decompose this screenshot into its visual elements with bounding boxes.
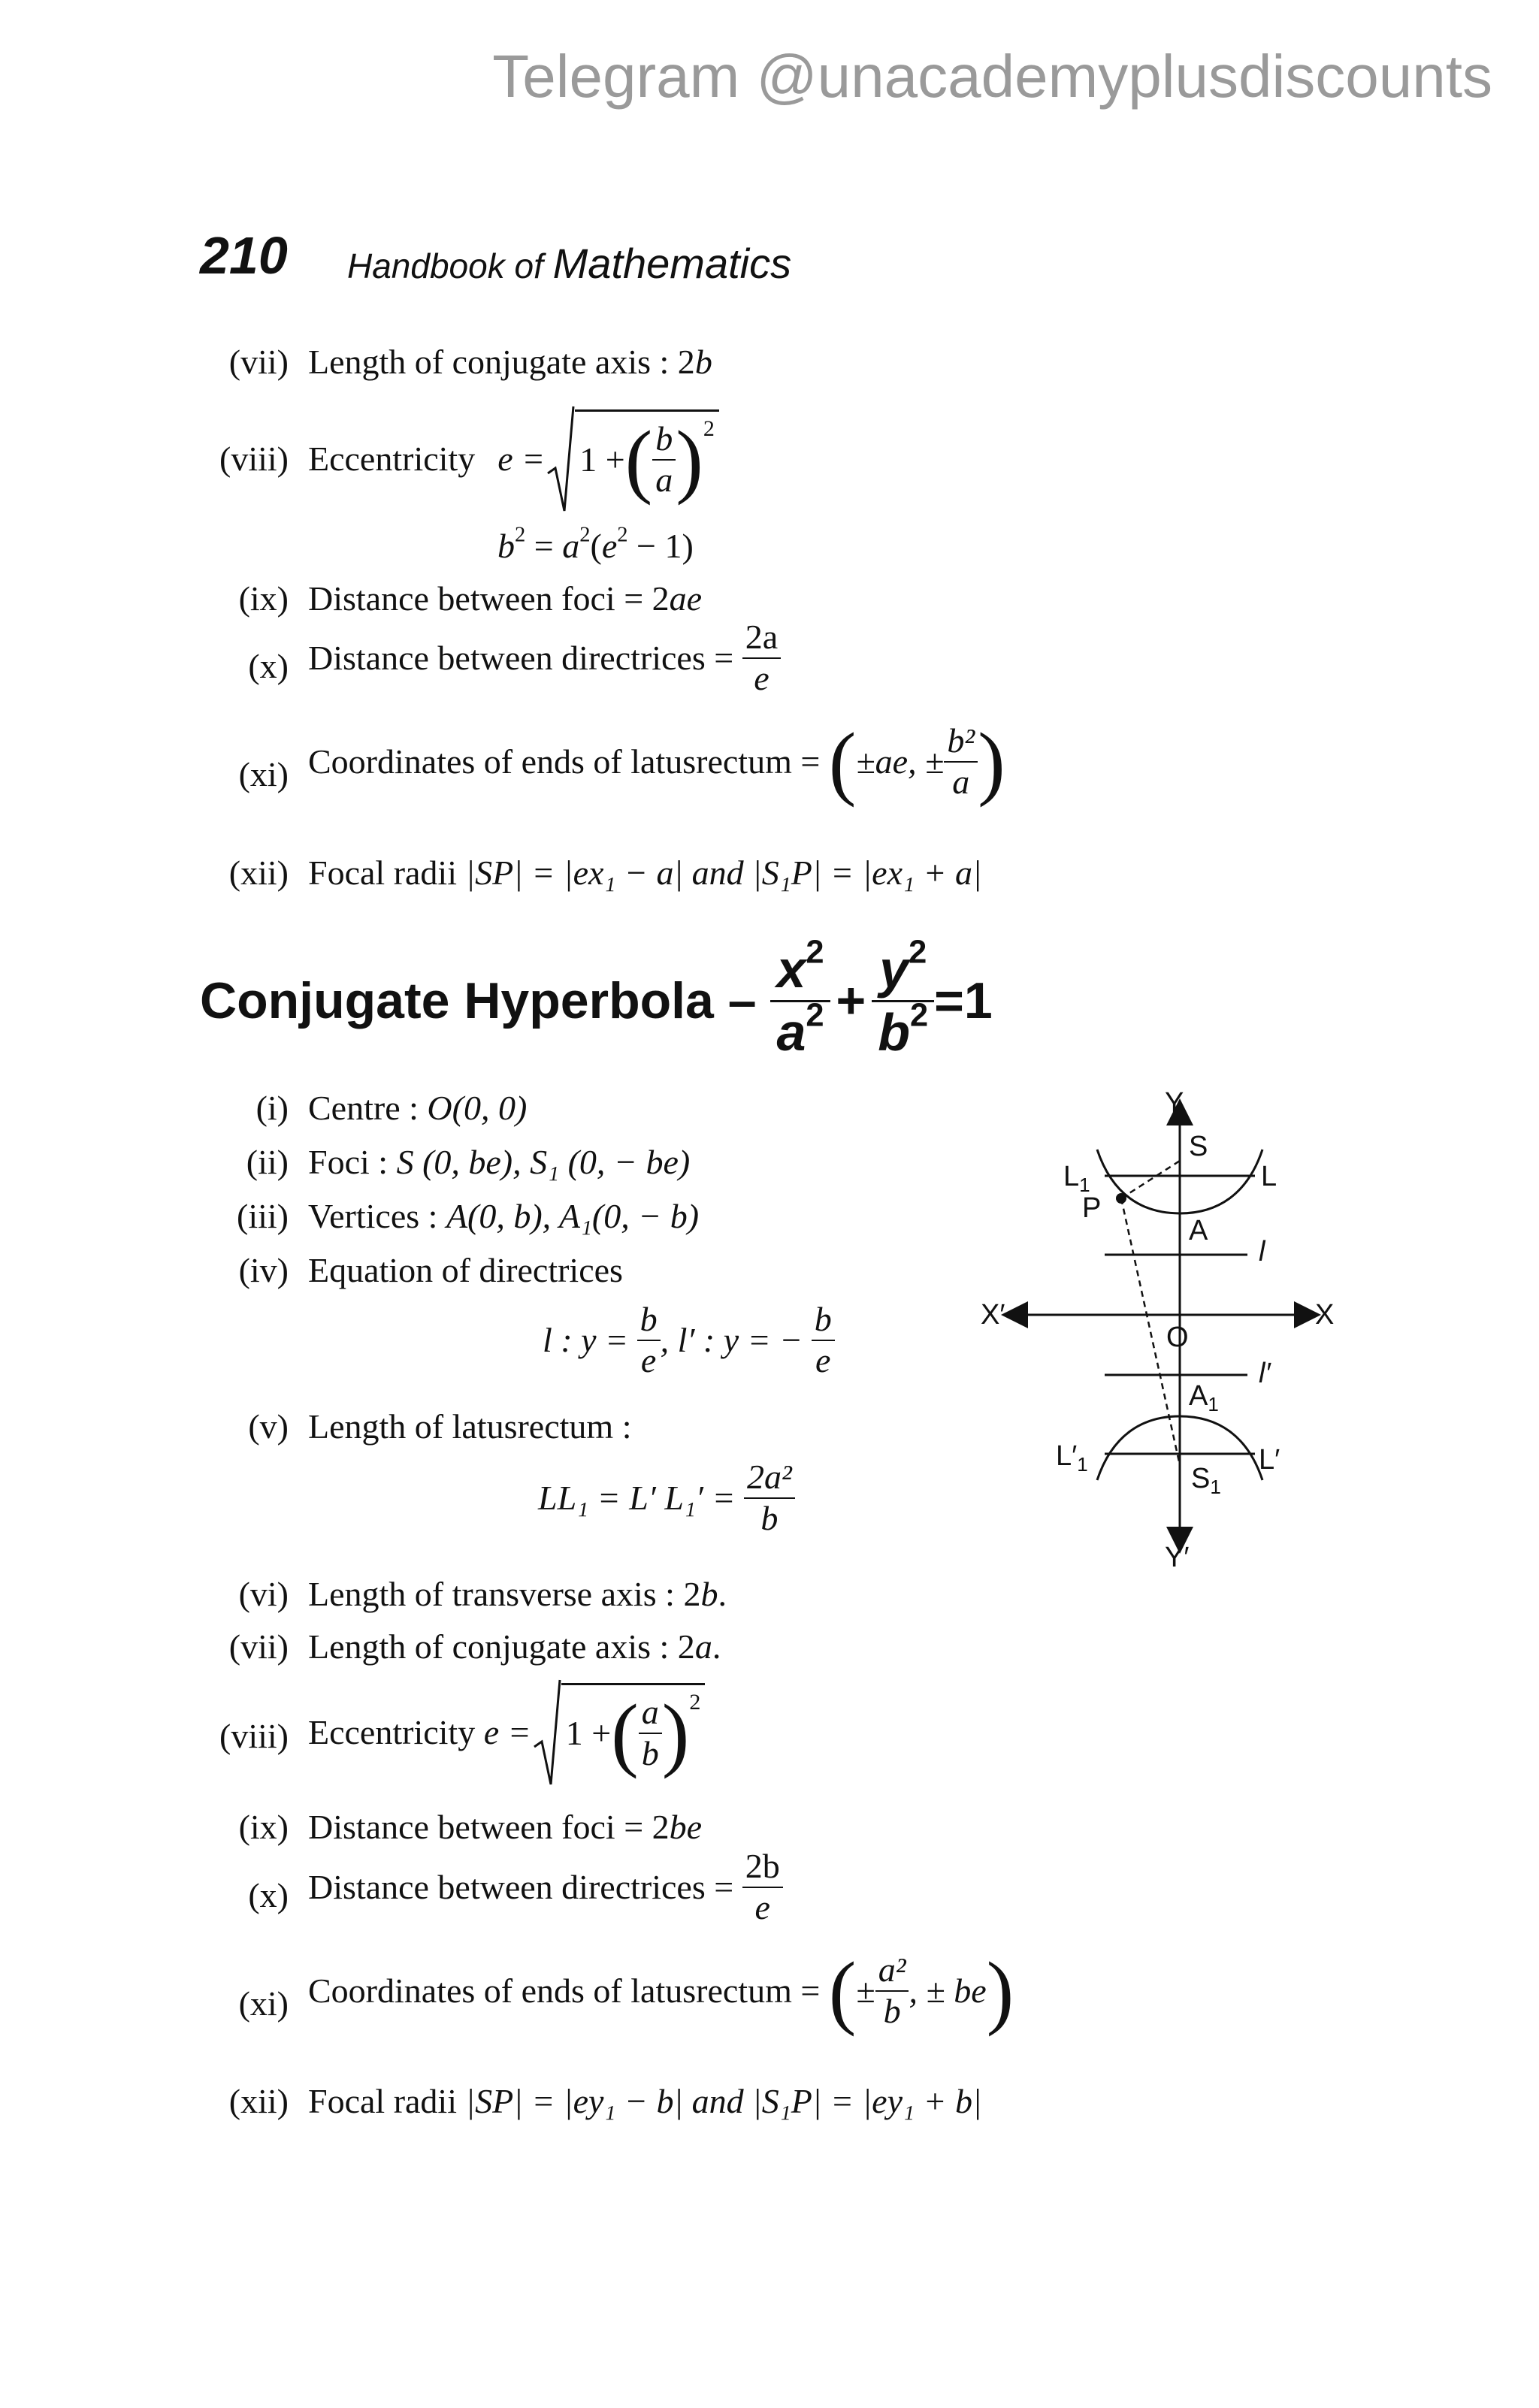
item-focal-radii: Focal radii |SP| = |ex₁ − a| and |S₁P| = |ex₁ + a| <box>308 854 982 892</box>
label-x: X <box>1315 1299 1335 1331</box>
item-label: (x) <box>248 647 289 685</box>
item-directrices: Equation of directrices <box>308 1251 623 1289</box>
item-label: (iii) <box>237 1197 289 1235</box>
label-y-prime: Y′ <box>1165 1542 1190 1573</box>
label-p: P <box>1082 1192 1102 1224</box>
directrix-equations: l : y = $\frac{b}{e}$ , l′ : y = − $\frac{b}{e}$ <box>543 1300 835 1381</box>
label-x-prime: X′ <box>981 1299 1005 1331</box>
label-directrix-l-prime: l′ <box>1259 1358 1271 1389</box>
book-title <box>347 239 791 288</box>
item-label: (iv) <box>238 1251 289 1289</box>
item-directrix-distance: Distance between directrices = $\frac{2a}{e}$ <box>308 618 781 699</box>
label-l-prime: L′ <box>1259 1444 1280 1476</box>
item-label: (xi) <box>238 1984 289 2023</box>
label-directrix-l: l <box>1259 1236 1265 1267</box>
item-label: (vi) <box>238 1575 289 1613</box>
item-eccentricity: Eccentricity e = 1 + ( $\frac{b}{a}$ ) 2 <box>308 402 719 515</box>
item-label: (ii) <box>246 1143 289 1181</box>
label-l: L <box>1261 1161 1277 1192</box>
item-eccentricity: Eccentricity e = 1 + ( $\frac{a}{b}$ ) 2 <box>308 1675 705 1788</box>
book-prefix: Handbook of <box>347 246 543 286</box>
label-a1: $A_1$ <box>1189 1380 1219 1415</box>
item-conjugate-axis: Length of conjugate axis : 2b <box>308 343 712 381</box>
label-y: Y <box>1165 1087 1184 1119</box>
item-vertices: Vertices : A(0, b), A₁(0, − b) <box>308 1197 700 1235</box>
item-directrix-distance: Distance between directrices = $\frac{2b}{e}$ <box>308 1847 783 1928</box>
item-conjugate-axis: Length of conjugate axis : 2a. <box>308 1627 721 1666</box>
item-label: (ix) <box>238 579 289 618</box>
label-o: O <box>1166 1322 1189 1353</box>
item-latusrectum-length: Length of latusrectum : <box>308 1407 632 1446</box>
item-label: (vii) <box>228 343 289 381</box>
label-l1: $L_1$ <box>1063 1161 1090 1196</box>
sqrt-icon <box>545 402 575 515</box>
item-label: (xii) <box>228 2082 289 2120</box>
item-foci: Foci : S (0, be), S₁ (0, − be) <box>308 1143 691 1181</box>
item-transverse-axis: Length of transverse axis : 2b. <box>308 1575 727 1613</box>
watermark-text: Telegram @unacademyplusdiscounts <box>492 43 1492 110</box>
item-label: (i) <box>255 1089 289 1127</box>
book-main-title: Mathematics <box>552 240 792 287</box>
item-centre: Centre : O(0, 0) <box>308 1089 528 1127</box>
item-label: (viii) <box>219 440 289 478</box>
item-label: (ix) <box>238 1808 289 1846</box>
label-a: A <box>1189 1215 1208 1246</box>
point-p <box>1116 1193 1126 1204</box>
item-label: (xii) <box>228 854 289 892</box>
b-squared-relation: $b^2 = a^2(e^2 - 1)$ <box>497 523 694 565</box>
item-latusrectum-ends: Coordinates of ends of latusrectum = ( ± $\frac{\text{a²}}{b}$ , ± be ) <box>308 1944 1014 2037</box>
label-l-prime-1: $L'_1$ <box>1056 1440 1088 1476</box>
latusrectum-equation: LL₁ = L′ L₁′ = $\frac{\text{2a²}}{b}$ <box>538 1458 795 1539</box>
section-heading: Conjugate Hyperbola – $x^2$ $a^2$ + $\frac{y^2}{b^2}$ =1 <box>200 934 993 1062</box>
label-s: S <box>1189 1131 1208 1162</box>
item-foci-distance: Distance between foci = 2be <box>308 1808 703 1846</box>
item-foci-distance: Distance between foci = 2ae <box>308 579 703 618</box>
item-label: (xi) <box>238 755 289 793</box>
item-focal-radii: Focal radii |SP| = |ey₁ − b| and |S₁P| = |ey₁ + b| <box>308 2082 982 2120</box>
page-number: 210 <box>200 226 288 285</box>
sqrt-icon <box>531 1675 561 1788</box>
item-label: (v) <box>248 1407 289 1446</box>
conjugate-hyperbola-diagram <box>981 1082 1368 1573</box>
label-s1: $S_1$ <box>1191 1463 1221 1498</box>
item-label: (vii) <box>228 1627 289 1666</box>
item-label: (x) <box>248 1876 289 1914</box>
item-latusrectum-ends: Coordinates of ends of latusrectum = ( ±ae, ± $\frac{\text{b²}}{a}$ ) <box>308 715 1005 808</box>
item-label: (viii) <box>219 1717 289 1755</box>
